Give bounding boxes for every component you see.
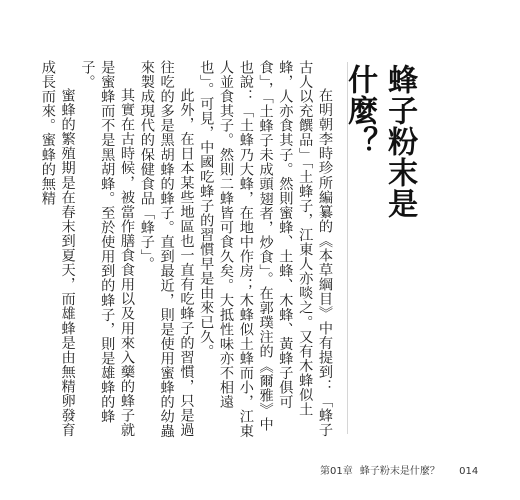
chapter-title: 蜂子粉末是什麼？ — [342, 64, 418, 219]
footer-running-title: 蜂子粉末是什麼？ — [359, 466, 440, 477]
paragraph-2: 此外，在日本某些地區也一直有吃蜂子的習慣，只是過往吃的多是黑胡蜂的蜂子。直到最近，則是使用蜜蜂的幼蟲來製成現代的保健食品「蜂子」。 — [138, 60, 195, 439]
paragraph-4: 蜜蜂的繁殖期是在春末到夏天，而雄蜂是由無精卵發育成長而來。蜜蜂的無精 — [39, 60, 76, 438]
page-number: 014 — [459, 466, 479, 477]
footer-chapter: 第01章 — [320, 466, 353, 477]
body-text — [39, 60, 334, 440]
paragraph-1: 在明朝李時珍所編纂的《本草綱目》中有提到：「蜂子古人以充饌品」「土蜂子，江東人亦啖之。又有木蜂似土蜂，人亦食其子。然則蜜蜂、土蜂、木蜂、黃蜂子俱可食」，「土蜂子未成頭翅者，炒食」。在郭璞注的《爾雅》中也說：「土蜂乃大蜂，在地中作房；木蜂似土蜂而小，江東人並食其子。然則二蜂皆可食久矣。大抵性味亦不相遠也」。可見，中國吃蜂子的習慣早是由來已久。 — [198, 60, 333, 439]
paragraph-3: 其實在古時候，被當作膳食食用以及用來入藥的蜂子就是蜜蜂而不是黑胡蜂。至於使用到的蜂子，則是雄蜂的蜂子。 — [79, 60, 136, 438]
page-footer — [320, 462, 500, 482]
